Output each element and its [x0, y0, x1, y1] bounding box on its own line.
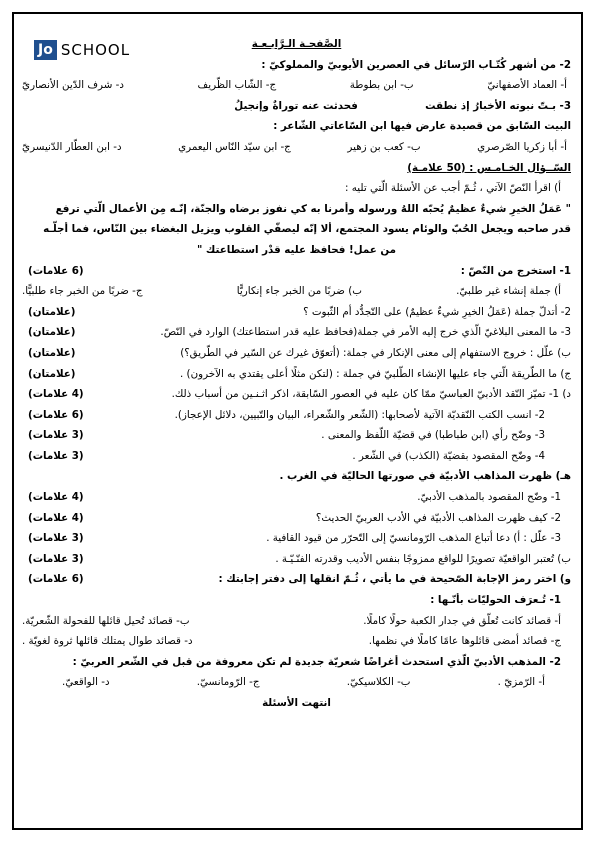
partW-q2-option-b: ب- الكلاسيكيّ. — [346, 676, 411, 689]
partH-item-2-text: 2- كيف ظهرت المذاهب الأدبيّة في الأدب العربيّ الحديث؟ — [315, 511, 561, 524]
q2b-row — [22, 302, 571, 323]
partD-item-2 — [22, 405, 571, 426]
partD-item-1 — [22, 384, 571, 405]
partB-points: (علامتان) — [28, 346, 76, 359]
partW-q1-row-1 — [22, 611, 571, 632]
partW-points: (6 علامات) — [28, 573, 84, 586]
q3b-points: (علامتان) — [28, 326, 76, 339]
partW-q1-option-b: ب- قصائد تُحيل قائلها للفحولة الشّعريّة. — [22, 614, 190, 627]
q1-options — [22, 281, 571, 302]
exam-content — [22, 34, 571, 714]
partD-item-2-points: (6 علامات) — [28, 408, 84, 421]
partH-item-1 — [22, 487, 571, 508]
q3b-text: 3- ما المعنى البلاغيّ الّذي خرج إليه الأمر في جملة(فحافظ عليه قدر استطاعتك) الوارد في النّصّ. — [160, 326, 571, 339]
partD-item-3-text: 3- وضّح رأي (ابن طباطبا) في قضيّة اللّفظ والمعنى . — [321, 429, 545, 442]
q1-option-c: ج- ضربًا من الخبر جاء طلبيًّا. — [22, 285, 143, 298]
partH-item-3 — [22, 528, 571, 549]
q2-option-a: أ- العماد الأصفهانيّ — [487, 79, 567, 92]
partW-q2-option-a: أ- الرّمزيّ . — [497, 676, 545, 689]
partW-intro-row — [22, 569, 571, 590]
logo-box: Jo — [34, 40, 57, 60]
q1-points: (6 علامات) — [28, 264, 84, 277]
partD-item-3-points: (3 علامات) — [28, 429, 84, 442]
q1-option-b: ب) ضربًا من الخبر جاء إنكاريًّا — [236, 285, 362, 298]
partH-item-2 — [22, 508, 571, 529]
q3-intro: البيت السّابق من قصيدة عارض فيها ابن السّاعاتي الشّاعر : — [273, 120, 571, 133]
partH-item-4-text: ب) تُعتبر الواقعيّة تصويرًا للواقع ممزوجًا بنفس الأديب وقدرته الفنّـيّـة . — [275, 552, 571, 565]
section5-title: السّــؤال الخـامـس : (50 علامـة) — [407, 161, 571, 174]
exam-page — [12, 12, 583, 830]
q2b-points: (علامتان) — [28, 305, 76, 318]
partW-q1-option-c: ج- قصائد أمضى قائلوها عامًا كاملًا في نظمها. — [368, 635, 561, 648]
q3b-row — [22, 322, 571, 343]
partH-item-1-points: (4 علامات) — [28, 491, 84, 504]
partW-q2-option-d: د- الواقعيّ. — [62, 676, 110, 689]
partW-q1-row-2 — [22, 631, 571, 652]
partD-item-1-text: د) 1- تميّز النّقد الأدبيّ العباسيّ ممّا كان عليه في العصور السّابقة، اذكر اثـنـين من أسباب ذلك. — [171, 388, 571, 401]
partB-text: ب) علّل : خروج الاستفهام إلى معنى الإنكار في جملة: (أتعوّق غيرك عن السّير في الطّريق؟) — [180, 346, 571, 359]
passage-line-3: من عمل! فحافظ عليه قدْر استطاعتك " — [196, 243, 397, 256]
end-of-questions: انتهت الأسئلة — [262, 697, 331, 709]
partC-points: (علامتان) — [28, 367, 76, 380]
partA-intro: أ) اقرأ النّصّ الآتي ، ثُـمّ أجب عن الأسئلة الّتي تليه : — [345, 182, 561, 195]
partD-item-3 — [22, 425, 571, 446]
q3-verse-second: فحدثت عنه توراةٌ وإنجيلُ — [234, 99, 358, 112]
partH-item-3-points: (3 علامات) — [28, 532, 84, 545]
partD-item-4-text: 4- وضّح المقصود بقضيّة (الكذب) في الشّعر . — [352, 449, 545, 462]
q2-option-d: د- شرف الدّين الأنصاريّ — [22, 79, 124, 92]
q2b-text: 2- أتدلّ جملة (عَمَلُ الخيرِ شيءٌ عظيمٌ) على التّجدُّد أم الثّبوت ؟ — [303, 305, 571, 318]
partH-item-1-text: 1- وضّح المقصود بالمذهب الأدبيّ. — [417, 491, 561, 504]
q3-option-a: أ- أبا زكريا الصّرصري — [477, 140, 567, 153]
partH-item-4 — [22, 549, 571, 570]
q3-stem: 3- بـتّ نبوته الأخبارُ إذ نطقت — [425, 99, 571, 112]
partW-intro: و) اختر رمز الإجابة الصّحيحة في ما يأتي ، ثُـمّ انقلها إلى دفتر إجابتك : — [218, 573, 571, 586]
q2-option-b: ب- ابن بطوطة — [349, 79, 414, 92]
q1-row — [22, 261, 571, 282]
q2-stem: 2- من أشهر كُتّـاب الرّسائل في العصرين الأيوبيّ والمملوكيّ : — [261, 58, 571, 71]
logo-text: SCHOOL — [60, 41, 131, 59]
q1-stem: 1- استخرج من النّصّ : — [460, 264, 571, 277]
passage-line-2: قدر صاحبه ويجعل الحُبّ والوئام يسود المجتمع، ألا إنّه ليصفّي القلوب ويزيل البغضاء بين النّاس، فما أجلّـه — [43, 223, 571, 236]
q3-options — [22, 137, 571, 158]
partH-item-3-text: 3- علّل : أ) دعا أتباع المذهب الرّومانسيّ إلى التّحرّر من قيود القافية . — [266, 532, 561, 545]
q3-option-b: ب- كعب بن زهير — [347, 140, 421, 153]
partW-q1-stem: 1- تُـعرَف الحوليّات بأنّـها : — [430, 594, 561, 607]
partH-intro: هـ) ظهرت المذاهب الأدبيّة في صورتها الحاليّة في الغرب . — [279, 470, 571, 483]
q1-option-a: أ) جملة إنشاء غير طلبيّ. — [456, 285, 561, 298]
q2-option-c: ج- الشّاب الظّريف — [197, 79, 277, 92]
partH-item-2-points: (4 علامات) — [28, 511, 84, 524]
partW-q1-option-d: د- قصائد طوال يمتلك قائلها ثروة لغويّة . — [22, 635, 193, 648]
partC-row — [22, 364, 571, 385]
passage-line-1: " عَمَلُ الخيرِ شيءٌ عظيمٌ يُحبّه اللهُ ورسوله وأمرنا به كي نفوز برضاه والجنّة، إنّـه مِن الأعمال الّتي ترفع — [55, 202, 571, 215]
partD-item-1-points: (4 علامات) — [28, 388, 84, 401]
partD-item-2-text: 2- انسب الكتب النّقديّة الآتية لأصحابها: (الشّعر والشّعراء، البيان والتّبيين، دلائل الإعجاز). — [174, 408, 545, 421]
partW-q2-options — [22, 672, 571, 693]
partC-text: ج) ما الطّريقة الّتي جاء عليها الإنشاء الطّلبيّ في جملة : (لتكن مثلًا أعلى يقتدي به الآخرون) . — [180, 367, 571, 380]
partW-q2-stem: 2- المذهب الأدبيّ الّذي استحدث أغراضًا شعريّة جديدة لم تكن معروفة من قبل في الشّعر العربيّ : — [72, 655, 561, 668]
q3-option-d: د- ابن العطّار الدّنيسريّ — [22, 140, 122, 153]
q3-option-c: ج- ابن سيّد النّاس اليعمري — [178, 140, 291, 153]
q2-options — [22, 75, 571, 96]
partD-item-4 — [22, 446, 571, 467]
page-title: الصَّفحـة الـرَّابـعـة — [251, 38, 342, 50]
q3-verse — [22, 96, 571, 117]
partW-q2-option-c: ج- الرّومانسيّ. — [196, 676, 260, 689]
partB-row — [22, 343, 571, 364]
partH-item-4-points: (3 علامات) — [28, 552, 84, 565]
partW-q1-option-a: أ- قصائد كانت تُعلّق في جدار الكعبة حولًا كاملًا. — [363, 614, 561, 627]
partD-item-4-points: (3 علامات) — [28, 449, 84, 462]
